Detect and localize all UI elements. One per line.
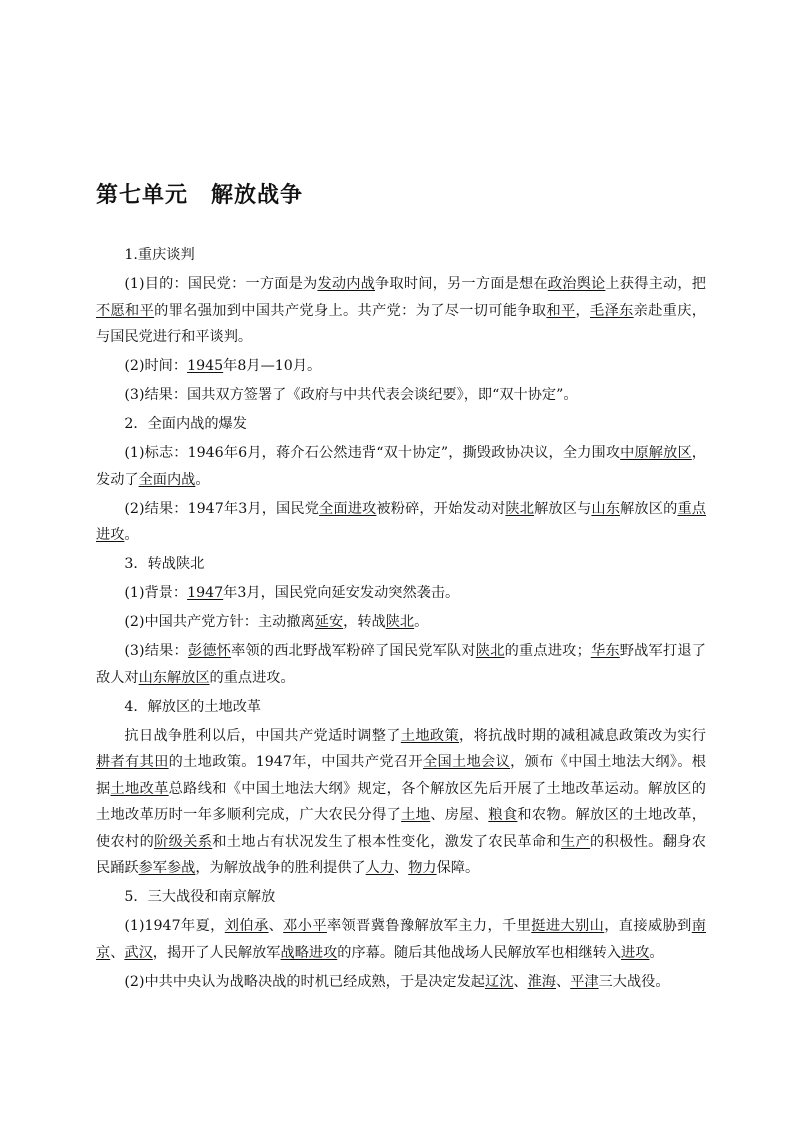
underlined-keyword: 政治舆论 — [547, 276, 606, 292]
text-run: (1)目的：国民党：一方面是为 — [124, 276, 318, 292]
underlined-keyword: 战略进攻 — [280, 944, 338, 961]
paragraph — [96, 723, 706, 882]
text-run: 。 — [124, 527, 139, 543]
text-run: 5．三大战役和南京解放 — [124, 889, 276, 905]
text-run: ， — [575, 302, 591, 319]
text-run: 。 — [195, 471, 210, 488]
paragraph — [96, 551, 706, 578]
underlined-keyword: 陕北 — [475, 643, 505, 659]
text-run: 。 — [414, 614, 429, 630]
text-run: (2)中国共产党方针：主动撤离 — [124, 614, 315, 630]
text-run: 三大战役。 — [598, 973, 670, 990]
underlined-keyword: 和平 — [546, 302, 576, 319]
text-run: 抗日战争胜利以后，中国共产党适时调整了 — [124, 727, 401, 744]
text-run: (3)结果：国共双方签署了《政府与中共代表会谈纪要》，即“双十协定”。 — [124, 387, 578, 403]
paragraph — [96, 382, 706, 409]
text-run: 2．全面内战的爆发 — [124, 416, 247, 432]
underlined-keyword: 挺进大别山 — [531, 918, 605, 934]
underlined-keyword: 1947 — [187, 585, 224, 601]
text-run: 和土地占有状况发生了根本性变化，激发了农民革命和 — [212, 833, 561, 850]
text-run: 、 — [555, 973, 571, 990]
paragraph — [96, 242, 706, 269]
text-run: 4．解放区的土地改革 — [124, 698, 262, 715]
paragraph — [96, 271, 706, 351]
paragraph — [96, 580, 706, 607]
text-run: 被粉碎，开始发动对 — [376, 500, 506, 517]
text-run: (3)结果： — [124, 643, 188, 659]
text-run: 解放区与 — [534, 500, 592, 517]
text-run: ，为解放战争的胜利提供了 — [195, 860, 366, 876]
underlined-keyword: 全面进攻 — [319, 500, 377, 517]
text-run: (1)1947年夏， — [124, 918, 225, 934]
text-run: (1)标志：1946年6月，蒋介石公然违背“双十协定”，撕毁政协决议，全力围攻 — [124, 445, 621, 461]
text-run: 3．转战陕北 — [124, 556, 205, 572]
underlined-keyword: 耕者有其田 — [96, 754, 169, 770]
text-run: ，发动了 — [96, 445, 706, 488]
underlined-keyword: 平津 — [570, 973, 599, 990]
underlined-keyword: 人力 — [365, 860, 394, 876]
underlined-keyword: 重点进攻 — [96, 500, 706, 543]
text-run: 率领的西北野战军粉碎了国民党军队对 — [231, 643, 476, 659]
underlined-keyword: 参军参战 — [138, 860, 196, 876]
underlined-keyword: 山东解放区 — [138, 669, 210, 686]
underlined-keyword: 陕北 — [385, 614, 415, 630]
underlined-keyword: 邓小平 — [283, 918, 327, 934]
text-run: ，颁布《中国土地法大纲》。根据 — [96, 754, 706, 797]
underlined-keyword: 不愿和平 — [96, 302, 155, 319]
underlined-keyword: 中原解放区 — [620, 445, 692, 461]
text-run: 、房屋、 — [430, 807, 489, 823]
paragraph — [96, 440, 706, 493]
paragraph — [96, 496, 706, 549]
text-run: 率领晋冀鲁豫解放军主力，千里 — [326, 918, 532, 934]
underlined-keyword: 华东 — [590, 643, 620, 659]
text-run: (2)中共中央认为战略决战的时机已经成熟，于是决定发起 — [124, 973, 485, 990]
text-run: ，将抗战时期的减租减息政策改为实行 — [459, 727, 706, 744]
text-run: 争取时间，另一方面是想在 — [375, 276, 548, 292]
underlined-keyword: 南京 — [96, 918, 706, 961]
text-run: 亲赴重庆，与国民党进行和平谈判。 — [96, 302, 706, 345]
text-run: 、 — [513, 973, 528, 990]
underlined-keyword: 延安 — [314, 614, 344, 630]
text-run: 的重点进攻。 — [209, 669, 295, 686]
text-run: ，直接威胁到 — [604, 918, 692, 934]
text-run: 、 — [268, 918, 284, 934]
text-run: 。 — [649, 944, 664, 961]
underlined-keyword: 进攻 — [621, 944, 650, 961]
text-run: ，揭开了人民解放军 — [152, 944, 281, 961]
text-run: 、 — [110, 944, 125, 961]
text-run: 的积极性。翻身农民踊跃 — [96, 833, 706, 876]
underlined-keyword: 物力 — [408, 860, 437, 876]
paragraph — [96, 353, 706, 380]
text-run: 和农物。解放区的土地改革，使农村的 — [96, 807, 706, 850]
paragraph — [96, 609, 706, 636]
text-run: 1.重庆谈判 — [124, 247, 195, 263]
document-body — [96, 242, 706, 995]
paragraph — [96, 969, 706, 996]
paragraph — [96, 638, 706, 691]
text-run: 野战军打退了敌人对 — [96, 643, 706, 686]
underlined-keyword: 土地政策 — [400, 727, 460, 744]
text-run: (1)背景： — [124, 585, 188, 601]
underlined-keyword: 刘伯承 — [224, 918, 269, 934]
paragraph — [96, 411, 706, 438]
text-run: 的罪名强加到中国共产党身上。共产党：为了尽一切可能争取 — [154, 302, 547, 319]
text-run: 保障。 — [436, 860, 480, 876]
text-run: (2)时间： — [124, 358, 188, 374]
underlined-keyword: 发动内战 — [317, 276, 376, 292]
text-run: 的土地政策。1947年，中国共产党召开 — [168, 754, 423, 770]
underlined-keyword: 山东 — [591, 500, 621, 517]
underlined-keyword: 陕北 — [505, 500, 535, 517]
text-run: 的序幕。随后其他战场人民解放军也相继转入 — [337, 944, 622, 961]
text-run: 、 — [394, 860, 409, 876]
underlined-keyword: 毛泽东 — [590, 302, 634, 319]
text-run: 总路线和《中国土地法大纲》规定，各个解放区先后开展了土地改革运动。解放区的土地改革历时一年多顺利完成，广大农民分得了 — [96, 780, 706, 823]
text-run: 的重点进攻； — [504, 643, 591, 659]
underlined-keyword: 1945 — [187, 358, 224, 374]
underlined-keyword: 全面内战 — [138, 471, 196, 488]
underlined-keyword: 生产 — [560, 833, 591, 850]
underlined-keyword: 辽沈 — [485, 973, 514, 990]
underlined-keyword: 彭德怀 — [187, 643, 232, 659]
unit-title: 第七单元 解放战争 — [96, 183, 304, 208]
underlined-keyword: 土地改革 — [110, 780, 169, 797]
text-run: 上获得主动，把 — [605, 276, 706, 292]
underlined-keyword: 淮海 — [527, 973, 556, 990]
underlined-keyword: 武汉 — [124, 944, 153, 961]
underlined-keyword: 土地 — [401, 807, 431, 823]
underlined-keyword: 粮食 — [488, 807, 518, 823]
paragraph — [96, 884, 706, 911]
text-run: ，转战 — [343, 614, 386, 630]
text-run: (2)结果：1947年3月，国民党 — [124, 500, 320, 517]
text-run: 解放区的 — [620, 500, 678, 517]
underlined-keyword: 全国土地会议 — [422, 754, 511, 770]
paragraph — [96, 694, 706, 721]
text-run: 年3月，国民党向延安发动突然袭击。 — [223, 585, 460, 601]
underlined-keyword: 阶级关系 — [154, 833, 213, 850]
text-run: 年8月—10月。 — [223, 358, 322, 374]
paragraph — [96, 913, 706, 966]
